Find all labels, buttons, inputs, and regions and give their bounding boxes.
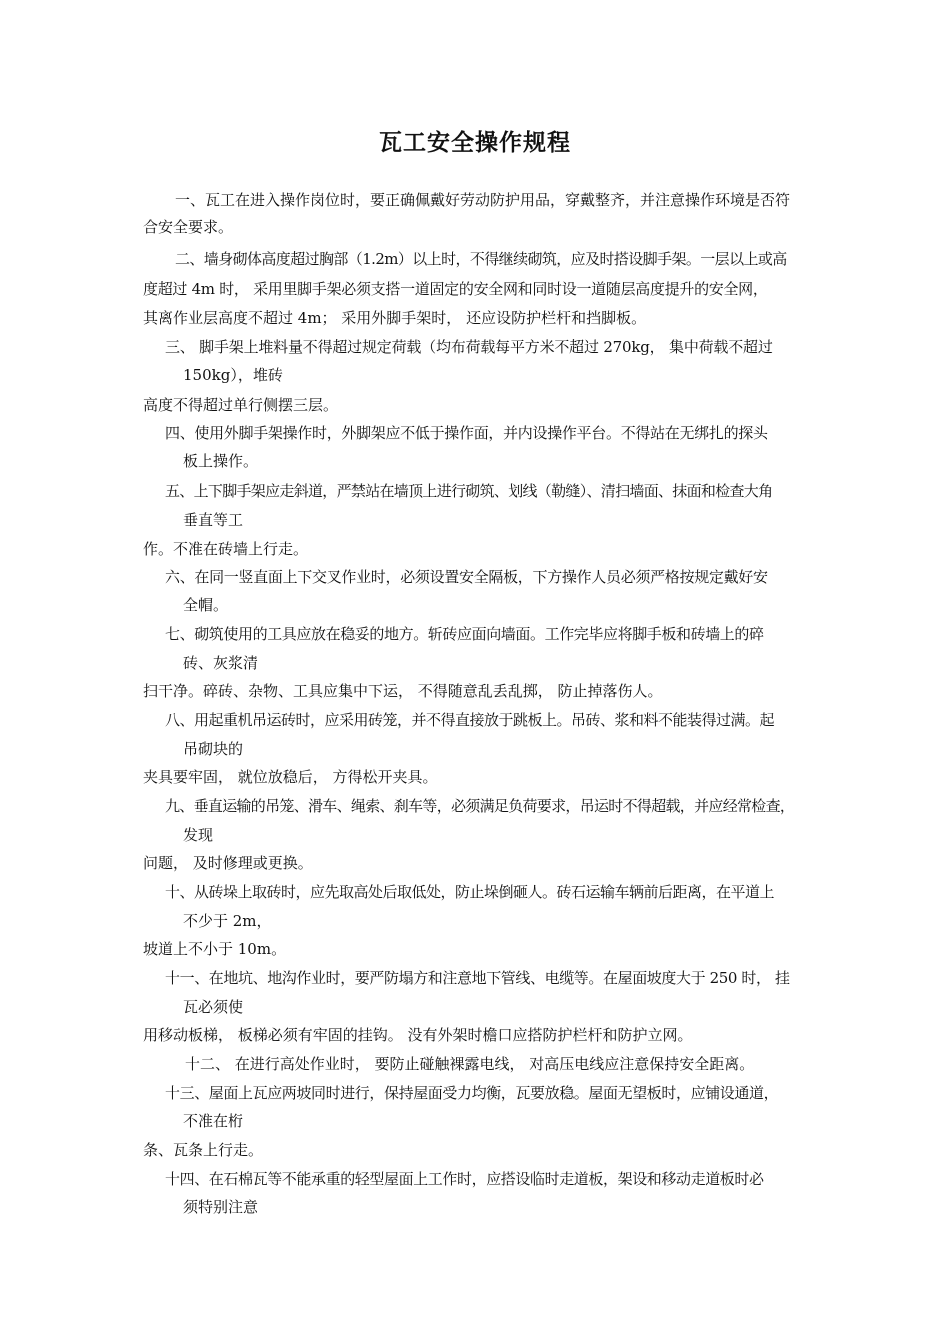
- text-line: 吊砌块的: [183, 740, 244, 758]
- document-title: 瓦工安全操作规程: [379, 129, 571, 156]
- text-line: 砖、灰浆清: [183, 654, 259, 672]
- text-line: 二、墙身砌体高度超过胸部（1.2m）以上时，不得继续砌筑，应及时搭设脚手架。一层以上或高: [175, 250, 787, 268]
- text-line: 十三、屋面上瓦应两坡同时进行，保持屋面受力均衡，瓦要放稳。屋面无望板时，应铺设通道，: [165, 1084, 779, 1102]
- text-line: 不准在桁: [183, 1112, 244, 1130]
- text-line: 全帽。: [183, 596, 229, 614]
- text-line: 合安全要求。: [143, 218, 234, 236]
- text-line: 度超过 4m 时， 采用里脚手架必须支搭一道固定的安全网和同时设一道随层高度提升的安全网，: [143, 280, 768, 298]
- text-line: 十二、 在进行高处作业时， 要防止碰触裸露电线， 对高压电线应注意保持安全距离。: [185, 1055, 755, 1073]
- text-line: 板上操作。: [183, 452, 259, 470]
- text-line: 十一、在地坑、地沟作业时，要严防塌方和注意地下管线、电缆等。在屋面坡度大于 250 时， 挂: [165, 969, 790, 987]
- text-line: 六、在同一竖直面上下交叉作业时，必须设置安全隔板，下方操作人员必须严格按规定戴好安: [165, 568, 768, 586]
- text-line: 不少于 2m，: [183, 912, 272, 930]
- text-line: 五、上下脚手架应走斜道，严禁站在墙顶上进行砌筑、划线（勒缝）、清扫墙面、抹面和检查大角: [165, 482, 773, 500]
- text-line: 作。不准在砖墙上行走。: [143, 540, 309, 558]
- text-line: 瓦必须使: [183, 998, 244, 1016]
- text-line: 九、垂直运输的吊笼、滑车、绳索、刹车等，必须满足负荷要求，吊运时不得超载，并应经常检查，: [165, 797, 795, 815]
- text-line: 其离作业层高度不超过 4m； 采用外脚手架时， 还应设防护栏杆和挡脚板。: [143, 309, 647, 327]
- text-line: 坡道上不小于 10m。: [143, 940, 287, 958]
- text-line: 一、瓦工在进入操作岗位时，要正确佩戴好劳动防护用品，穿戴整齐，并注意操作环境是否符: [175, 191, 791, 209]
- text-line: 四、使用外脚手架操作时，外脚架应不低于操作面，并内设操作平台。不得站在无绑扎的探头: [165, 424, 768, 442]
- text-line: 150kg），堆砖: [183, 366, 283, 384]
- text-line: 发现: [183, 826, 214, 844]
- text-line: 条、瓦条上行走。: [143, 1141, 264, 1159]
- text-line: 用移动板梯， 板梯必须有牢固的挂钩。 没有外架时檐口应搭防护栏杆和防护立网。: [143, 1026, 693, 1044]
- text-line: 须特别注意: [183, 1198, 259, 1216]
- text-line: 垂直等工: [183, 511, 244, 529]
- text-line: 夹具要牢固， 就位放稳后， 方得松开夹具。: [143, 768, 438, 786]
- text-line: 七、砌筑使用的工具应放在稳妥的地方。斩砖应面向墙面。工作完毕应将脚手板和砖墙上的碎: [165, 625, 764, 643]
- text-line: 十四、在石棉瓦等不能承重的轻型屋面上工作时，应搭设临时走道板，架设和移动走道板时必: [165, 1170, 764, 1188]
- text-line: 扫干净。碎砖、杂物、工具应集中下运， 不得随意乱丢乱掷， 防止掉落伤人。: [143, 682, 663, 700]
- text-line: 十、从砖垛上取砖时，应先取高处后取低处，防止垛倒砸人。砖石运输车辆前后距离，在平道上: [165, 883, 775, 901]
- text-line: 八、用起重机吊运砖时，应采用砖笼，并不得直接放于跳板上。吊砖、浆和料不能装得过满。起: [165, 711, 775, 729]
- text-line: 三、 脚手架上堆料量不得超过规定荷载（均布荷载每平方米不超过 270kg， 集中荷载不超过: [165, 338, 773, 356]
- text-line: 高度不得超过单行侧摆三层。: [143, 396, 339, 414]
- text-line: 问题， 及时修理或更换。: [143, 854, 313, 872]
